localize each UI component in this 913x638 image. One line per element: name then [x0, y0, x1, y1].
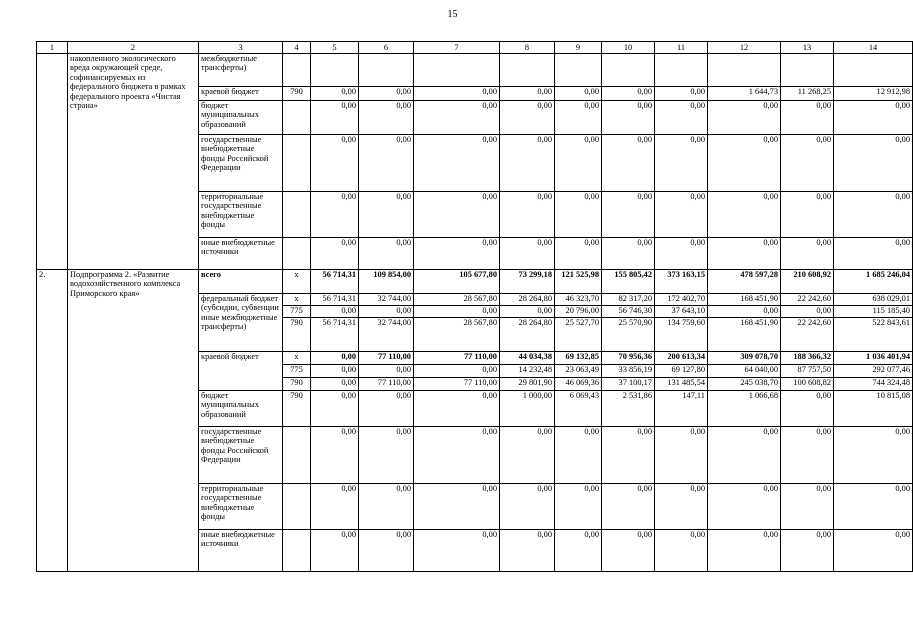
value-cell: 0,00 — [781, 238, 834, 270]
value-cell: 0,00 — [708, 192, 781, 238]
column-header: 9 — [555, 42, 602, 54]
value-cell: 20 796,00 — [555, 306, 602, 318]
value-cell: 0,00 — [655, 238, 708, 270]
funding-source: бюджет муниципальных образований — [199, 101, 283, 135]
value-cell: 0,00 — [500, 530, 555, 572]
grbs-code — [283, 135, 311, 192]
grbs-code: 775 — [283, 365, 311, 378]
funding-source: государственные внебюджетные фонды Российской Федерации — [199, 135, 283, 192]
value-cell: 109 854,00 — [359, 270, 414, 294]
value-cell: 522 843,61 — [834, 318, 913, 352]
value-cell: 115 185,40 — [834, 306, 913, 318]
value-cell: 0,00 — [359, 530, 414, 572]
value-cell: 0,00 — [311, 87, 359, 101]
value-cell: 0,00 — [414, 101, 500, 135]
value-cell: 56 746,30 — [602, 306, 655, 318]
value-cell: 0,00 — [311, 391, 359, 427]
value-cell: 0,00 — [555, 101, 602, 135]
value-cell — [834, 54, 913, 87]
value-cell: 0,00 — [708, 530, 781, 572]
value-cell: 46 069,36 — [555, 378, 602, 391]
value-cell: 37 643,10 — [655, 306, 708, 318]
value-cell: 32 744,00 — [359, 294, 414, 306]
value-cell: 0,00 — [500, 135, 555, 192]
value-cell: 0,00 — [500, 427, 555, 484]
value-cell: 0,00 — [311, 238, 359, 270]
value-cell: 0,00 — [602, 484, 655, 530]
column-header: 8 — [500, 42, 555, 54]
funding-source: территориальные государственные внебюджетные фонды — [199, 484, 283, 530]
funding-source: иные внебюджетные источники — [199, 530, 283, 572]
value-cell: 0,00 — [414, 87, 500, 101]
value-cell: 478 597,28 — [708, 270, 781, 294]
value-cell: 70 956,36 — [602, 352, 655, 365]
grbs-code — [283, 530, 311, 572]
value-cell: 56 714,31 — [311, 270, 359, 294]
value-cell: 0,00 — [311, 530, 359, 572]
value-cell: 292 077,46 — [834, 365, 913, 378]
value-cell: 87 757,50 — [781, 365, 834, 378]
value-cell — [311, 54, 359, 87]
value-cell: 0,00 — [602, 530, 655, 572]
value-cell: 155 805,42 — [602, 270, 655, 294]
value-cell: 168 451,90 — [708, 318, 781, 352]
value-cell: 0,00 — [414, 306, 500, 318]
value-cell: 0,00 — [834, 101, 913, 135]
column-header: 4 — [283, 42, 311, 54]
value-cell: 56 714,31 — [311, 318, 359, 352]
value-cell: 0,00 — [781, 391, 834, 427]
value-cell: 77 110,00 — [359, 352, 414, 365]
value-cell: 0,00 — [311, 378, 359, 391]
value-cell: 82 317,20 — [602, 294, 655, 306]
value-cell: 0,00 — [655, 530, 708, 572]
value-cell: 147,11 — [655, 391, 708, 427]
value-cell: 245 038,70 — [708, 378, 781, 391]
value-cell: 0,00 — [834, 135, 913, 192]
column-header: 6 — [359, 42, 414, 54]
value-cell: 22 242,60 — [781, 294, 834, 306]
value-cell: 0,00 — [359, 391, 414, 427]
value-cell: 0,00 — [655, 87, 708, 101]
value-cell: 10 815,08 — [834, 391, 913, 427]
value-cell: 638 029,01 — [834, 294, 913, 306]
value-cell: 0,00 — [834, 238, 913, 270]
value-cell — [555, 54, 602, 87]
value-cell: 25 570,90 — [602, 318, 655, 352]
value-cell: 0,00 — [555, 192, 602, 238]
value-cell: 0,00 — [414, 530, 500, 572]
value-cell: 1 000,00 — [500, 391, 555, 427]
value-cell: 0,00 — [602, 101, 655, 135]
value-cell: 0,00 — [500, 192, 555, 238]
value-cell: 32 744,00 — [359, 318, 414, 352]
value-cell: 0,00 — [414, 391, 500, 427]
value-cell: 14 232,48 — [500, 365, 555, 378]
value-cell — [359, 54, 414, 87]
value-cell: 0,00 — [414, 192, 500, 238]
funding-source: межбюджетные трансферты) — [199, 54, 283, 87]
grbs-code: 790 — [283, 87, 311, 101]
value-cell: 0,00 — [555, 135, 602, 192]
value-cell: 0,00 — [359, 87, 414, 101]
grbs-code — [283, 192, 311, 238]
value-cell: 0,00 — [311, 352, 359, 365]
value-cell: 0,00 — [359, 238, 414, 270]
column-header: 2 — [68, 42, 199, 54]
column-header: 3 — [199, 42, 283, 54]
value-cell: 100 608,82 — [781, 378, 834, 391]
value-cell: 0,00 — [555, 87, 602, 101]
value-cell: 0,00 — [414, 135, 500, 192]
value-cell: 1 685 246,04 — [834, 270, 913, 294]
value-cell: 0,00 — [708, 306, 781, 318]
value-cell: 0,00 — [708, 427, 781, 484]
grbs-code: 775 — [283, 306, 311, 318]
value-cell: 25 527,70 — [555, 318, 602, 352]
value-cell: 29 801,90 — [500, 378, 555, 391]
value-cell: 77 110,00 — [359, 378, 414, 391]
value-cell: 0,00 — [834, 427, 913, 484]
value-cell: 46 323,70 — [555, 294, 602, 306]
value-cell: 28 567,80 — [414, 294, 500, 306]
value-cell: 0,00 — [359, 484, 414, 530]
value-cell: 168 451,90 — [708, 294, 781, 306]
value-cell — [414, 54, 500, 87]
value-cell: 309 078,70 — [708, 352, 781, 365]
value-cell: 64 040,00 — [708, 365, 781, 378]
value-cell: 0,00 — [500, 484, 555, 530]
value-cell: 1 066,68 — [708, 391, 781, 427]
value-cell: 131 485,54 — [655, 378, 708, 391]
value-cell: 0,00 — [781, 427, 834, 484]
value-cell: 11 268,25 — [781, 87, 834, 101]
value-cell: 0,00 — [414, 484, 500, 530]
value-cell: 0,00 — [500, 306, 555, 318]
table-row — [37, 54, 913, 87]
value-cell: 0,00 — [781, 530, 834, 572]
value-cell: 77 110,00 — [414, 352, 500, 365]
value-cell: 0,00 — [602, 87, 655, 101]
value-cell: 0,00 — [311, 306, 359, 318]
funding-source: краевой бюджет — [199, 87, 283, 101]
value-cell — [781, 54, 834, 87]
value-cell: 105 677,80 — [414, 270, 500, 294]
value-cell: 22 242,60 — [781, 318, 834, 352]
value-cell: 0,00 — [359, 427, 414, 484]
value-cell: 121 525,98 — [555, 270, 602, 294]
value-cell: 0,00 — [555, 530, 602, 572]
value-cell: 744 324,48 — [834, 378, 913, 391]
value-cell: 56 714,31 — [311, 294, 359, 306]
grbs-code — [283, 101, 311, 135]
value-cell: 0,00 — [414, 365, 500, 378]
value-cell: 0,00 — [781, 192, 834, 238]
row-number-cell — [37, 54, 68, 270]
value-cell: 200 613,34 — [655, 352, 708, 365]
value-cell: 0,00 — [602, 238, 655, 270]
value-cell: 0,00 — [500, 238, 555, 270]
value-cell: 0,00 — [359, 365, 414, 378]
value-cell: 373 163,15 — [655, 270, 708, 294]
value-cell: 23 063,49 — [555, 365, 602, 378]
value-cell: 134 759,60 — [655, 318, 708, 352]
measure-name: накопленного экологического вреда окружающей среде, софинансируемых из федерального бюджета в рамках федерального проекта «Чистая страна» — [68, 54, 199, 270]
value-cell: 28 567,80 — [414, 318, 500, 352]
header-row — [37, 42, 913, 54]
value-cell: 0,00 — [602, 135, 655, 192]
column-header: 1 — [37, 42, 68, 54]
grbs-code: 790 — [283, 391, 311, 427]
value-cell: 0,00 — [311, 484, 359, 530]
funding-source: иные внебюджетные источники — [199, 238, 283, 270]
subprogram-name: Подпрограмма 2. «Развитие водохозяйственного комплекса Приморского края» — [68, 270, 199, 572]
value-cell: 0,00 — [834, 484, 913, 530]
value-cell: 77 110,00 — [414, 378, 500, 391]
grbs-code: 790 — [283, 378, 311, 391]
grbs-code — [283, 54, 311, 87]
value-cell: 1 644,73 — [708, 87, 781, 101]
value-cell: 33 856,19 — [602, 365, 655, 378]
column-header: 11 — [655, 42, 708, 54]
value-cell: 0,00 — [655, 427, 708, 484]
funding-source: государственные внебюджетные фонды Российской Федерации — [199, 427, 283, 484]
value-cell: 0,00 — [555, 427, 602, 484]
value-cell: 0,00 — [359, 135, 414, 192]
value-cell — [655, 54, 708, 87]
value-cell — [602, 54, 655, 87]
value-cell: 0,00 — [781, 101, 834, 135]
column-header: 13 — [781, 42, 834, 54]
grbs-code: x — [283, 270, 311, 294]
value-cell: 0,00 — [655, 135, 708, 192]
column-header: 5 — [311, 42, 359, 54]
funding-source: краевой бюджет — [199, 352, 283, 391]
value-cell: 0,00 — [311, 101, 359, 135]
value-cell: 0,00 — [500, 87, 555, 101]
grbs-code: x — [283, 294, 311, 306]
value-cell: 0,00 — [414, 427, 500, 484]
funding-source: федеральный бюджет (субсидии, субвенции иные межбюджетные трансферты) — [199, 294, 283, 352]
value-cell: 0,00 — [359, 101, 414, 135]
grbs-code — [283, 427, 311, 484]
value-cell: 0,00 — [655, 484, 708, 530]
funding-source: бюджет муниципальных образований — [199, 391, 283, 427]
value-cell: 0,00 — [311, 135, 359, 192]
value-cell: 0,00 — [655, 101, 708, 135]
value-cell: 0,00 — [500, 101, 555, 135]
value-cell: 69 132,85 — [555, 352, 602, 365]
value-cell: 0,00 — [311, 192, 359, 238]
value-cell: 0,00 — [781, 306, 834, 318]
value-cell: 0,00 — [359, 192, 414, 238]
value-cell: 0,00 — [834, 192, 913, 238]
value-cell: 6 069,43 — [555, 391, 602, 427]
value-cell: 0,00 — [555, 238, 602, 270]
value-cell: 0,00 — [708, 135, 781, 192]
value-cell: 0,00 — [834, 530, 913, 572]
value-cell: 0,00 — [602, 427, 655, 484]
value-cell: 0,00 — [414, 238, 500, 270]
budget-table — [36, 41, 913, 572]
value-cell: 28 264,80 — [500, 318, 555, 352]
value-cell: 0,00 — [602, 192, 655, 238]
value-cell — [500, 54, 555, 87]
column-header: 12 — [708, 42, 781, 54]
funding-source: всего — [199, 270, 283, 294]
value-cell: 0,00 — [708, 238, 781, 270]
value-cell: 0,00 — [708, 484, 781, 530]
value-cell: 44 034,38 — [500, 352, 555, 365]
grbs-code: x — [283, 352, 311, 365]
value-cell: 188 366,32 — [781, 352, 834, 365]
value-cell: 0,00 — [555, 484, 602, 530]
column-header: 7 — [414, 42, 500, 54]
value-cell: 28 264,80 — [500, 294, 555, 306]
value-cell: 210 608,92 — [781, 270, 834, 294]
value-cell: 0,00 — [311, 427, 359, 484]
value-cell: 0,00 — [781, 484, 834, 530]
value-cell: 0,00 — [655, 192, 708, 238]
funding-source: территориальные государственные внебюджетные фонды — [199, 192, 283, 238]
value-cell: 12 912,98 — [834, 87, 913, 101]
value-cell: 1 036 401,94 — [834, 352, 913, 365]
row-number-cell: 2. — [37, 270, 68, 572]
value-cell: 73 299,18 — [500, 270, 555, 294]
value-cell: 37 100,17 — [602, 378, 655, 391]
table-row — [37, 270, 913, 294]
value-cell: 0,00 — [708, 101, 781, 135]
value-cell — [708, 54, 781, 87]
value-cell: 0,00 — [311, 365, 359, 378]
value-cell: 2 531,86 — [602, 391, 655, 427]
grbs-code — [283, 484, 311, 530]
value-cell: 0,00 — [359, 306, 414, 318]
column-header: 14 — [834, 42, 913, 54]
page-number: 15 — [447, 9, 458, 20]
value-cell: 69 127,80 — [655, 365, 708, 378]
grbs-code: 790 — [283, 318, 311, 352]
value-cell: 172 402,70 — [655, 294, 708, 306]
grbs-code — [283, 238, 311, 270]
value-cell: 0,00 — [781, 135, 834, 192]
column-header: 10 — [602, 42, 655, 54]
